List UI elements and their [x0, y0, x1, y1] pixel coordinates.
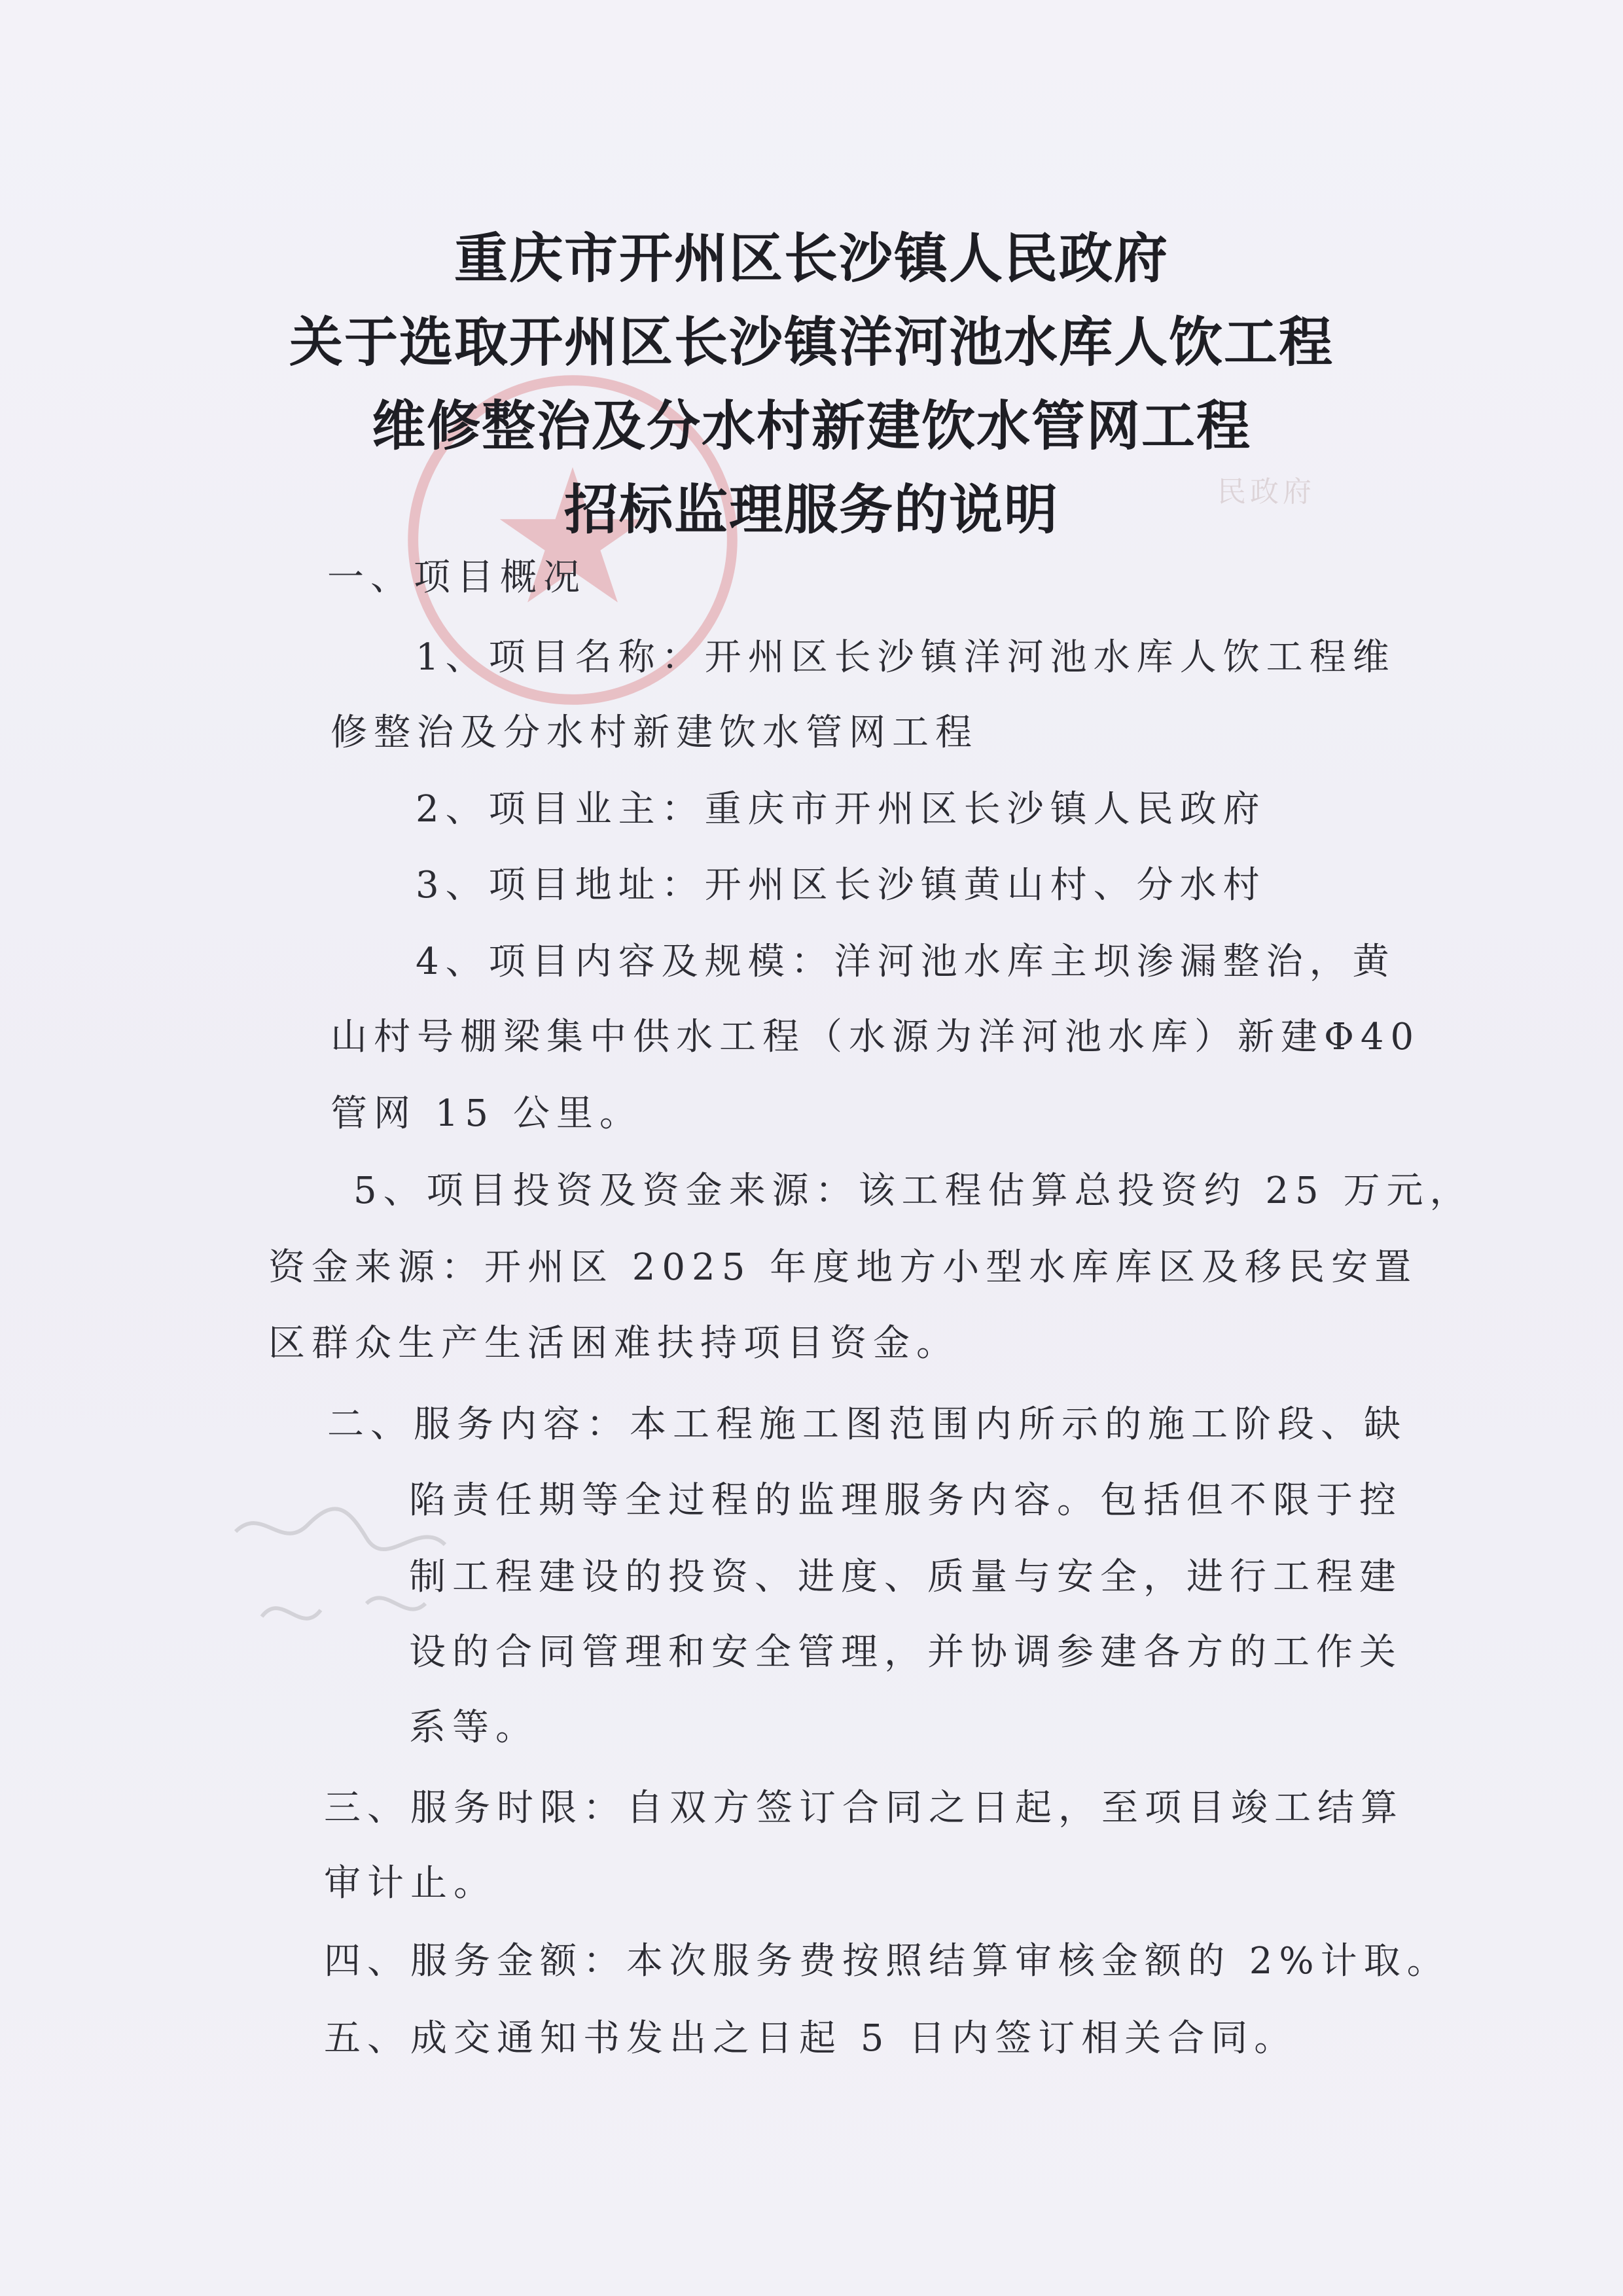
section-5-line-1: 五、成交通知书发出之日起 5 日内签订相关合同。 [324, 2017, 1298, 2060]
title-line-3: 维修整治及分水村新建饮水管网工程 [371, 395, 1251, 457]
item-4-line-3: 管网 15 公里。 [330, 1092, 643, 1135]
section-2-line-1: 二、服务内容：本工程施工图范围内所示的施工阶段、缺 [327, 1403, 1407, 1446]
section-1-heading: 一、项目概况 [327, 556, 586, 599]
section-3-line-2: 审计止。 [324, 1862, 497, 1905]
title-line-1: 重庆市开州区长沙镇人民政府 [454, 228, 1169, 290]
section-2-line-5: 系等。 [409, 1706, 539, 1749]
item-3: 3、项目地址：开州区长沙镇黄山村、分水村 [416, 864, 1266, 906]
section-2-line-3: 制工程建设的投资、进度、质量与安全，进行工程建 [409, 1556, 1402, 1598]
item-4-line-1: 4、项目内容及规模：洋河池水库主坝渗漏整治，黄 [416, 941, 1396, 983]
section-2-line-2: 陷责任期等全过程的监理服务内容。包括但不限于控 [409, 1479, 1402, 1522]
item-1-line-1: 1、项目名称：开州区长沙镇洋河池水库人饮工程维 [416, 636, 1396, 679]
section-2-line-4: 设的合同管理和安全管理，并协调参建各方的工作关 [409, 1631, 1402, 1674]
item-1-line-2: 修整治及分水村新建饮水管网工程 [330, 711, 978, 754]
title-line-2: 关于选取开州区长沙镇洋河池水库人饮工程 [289, 312, 1334, 374]
item-5-line-3: 区群众生产生活困难扶持项目资金。 [268, 1322, 959, 1365]
show-through-text: 民政府 [1217, 475, 1315, 509]
item-4-line-2: 山村号棚梁集中供水工程（水源为洋河池水库）新建Φ40 [330, 1016, 1421, 1058]
section-3-line-1: 三、服务时限：自双方签订合同之日起，至项目竣工结算 [324, 1787, 1404, 1829]
item-5-line-2: 资金来源：开州区 2025 年度地方小型水库库区及移民安置 [268, 1246, 1418, 1289]
item-2: 2、项目业主：重庆市开州区长沙镇人民政府 [416, 788, 1266, 831]
title-line-4: 招标监理服务的说明 [563, 479, 1059, 541]
item-5-line-1: 5、项目投资及资金来源：该工程估算总投资约 25 万元， [353, 1170, 1473, 1212]
section-4-line-1: 四、服务金额：本次服务费按照结算审核金额的 2%计取。 [324, 1940, 1450, 1982]
